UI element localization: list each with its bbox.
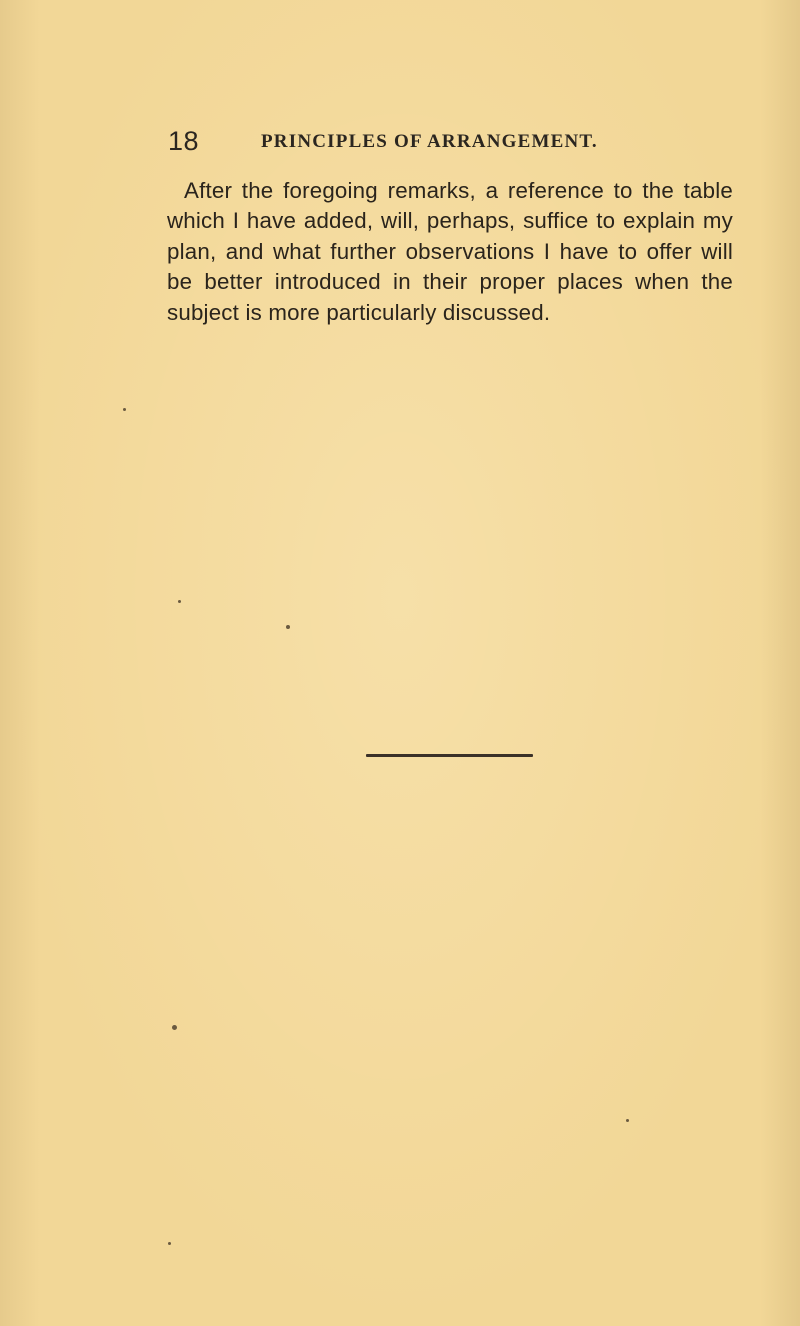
page-number: 18 [168,126,200,156]
paper-speck [286,625,290,629]
paper-speck [172,1025,177,1030]
running-head-title: PRINCIPLES OF ARRANGEMENT. [261,131,598,152]
paper-speck [123,408,126,411]
paper-speck [178,600,181,603]
paper-speck [626,1119,629,1122]
body-paragraph: After the foregoing remarks, a reference to the table which I have added, will, perhaps, suffice to explain my plan, and what further observations I have to offer will be better introduced in their proper places when the subject is more particularly discussed. [167,178,733,325]
paper-speck [168,1242,171,1245]
section-divider [366,754,533,757]
running-head [168,124,648,164]
